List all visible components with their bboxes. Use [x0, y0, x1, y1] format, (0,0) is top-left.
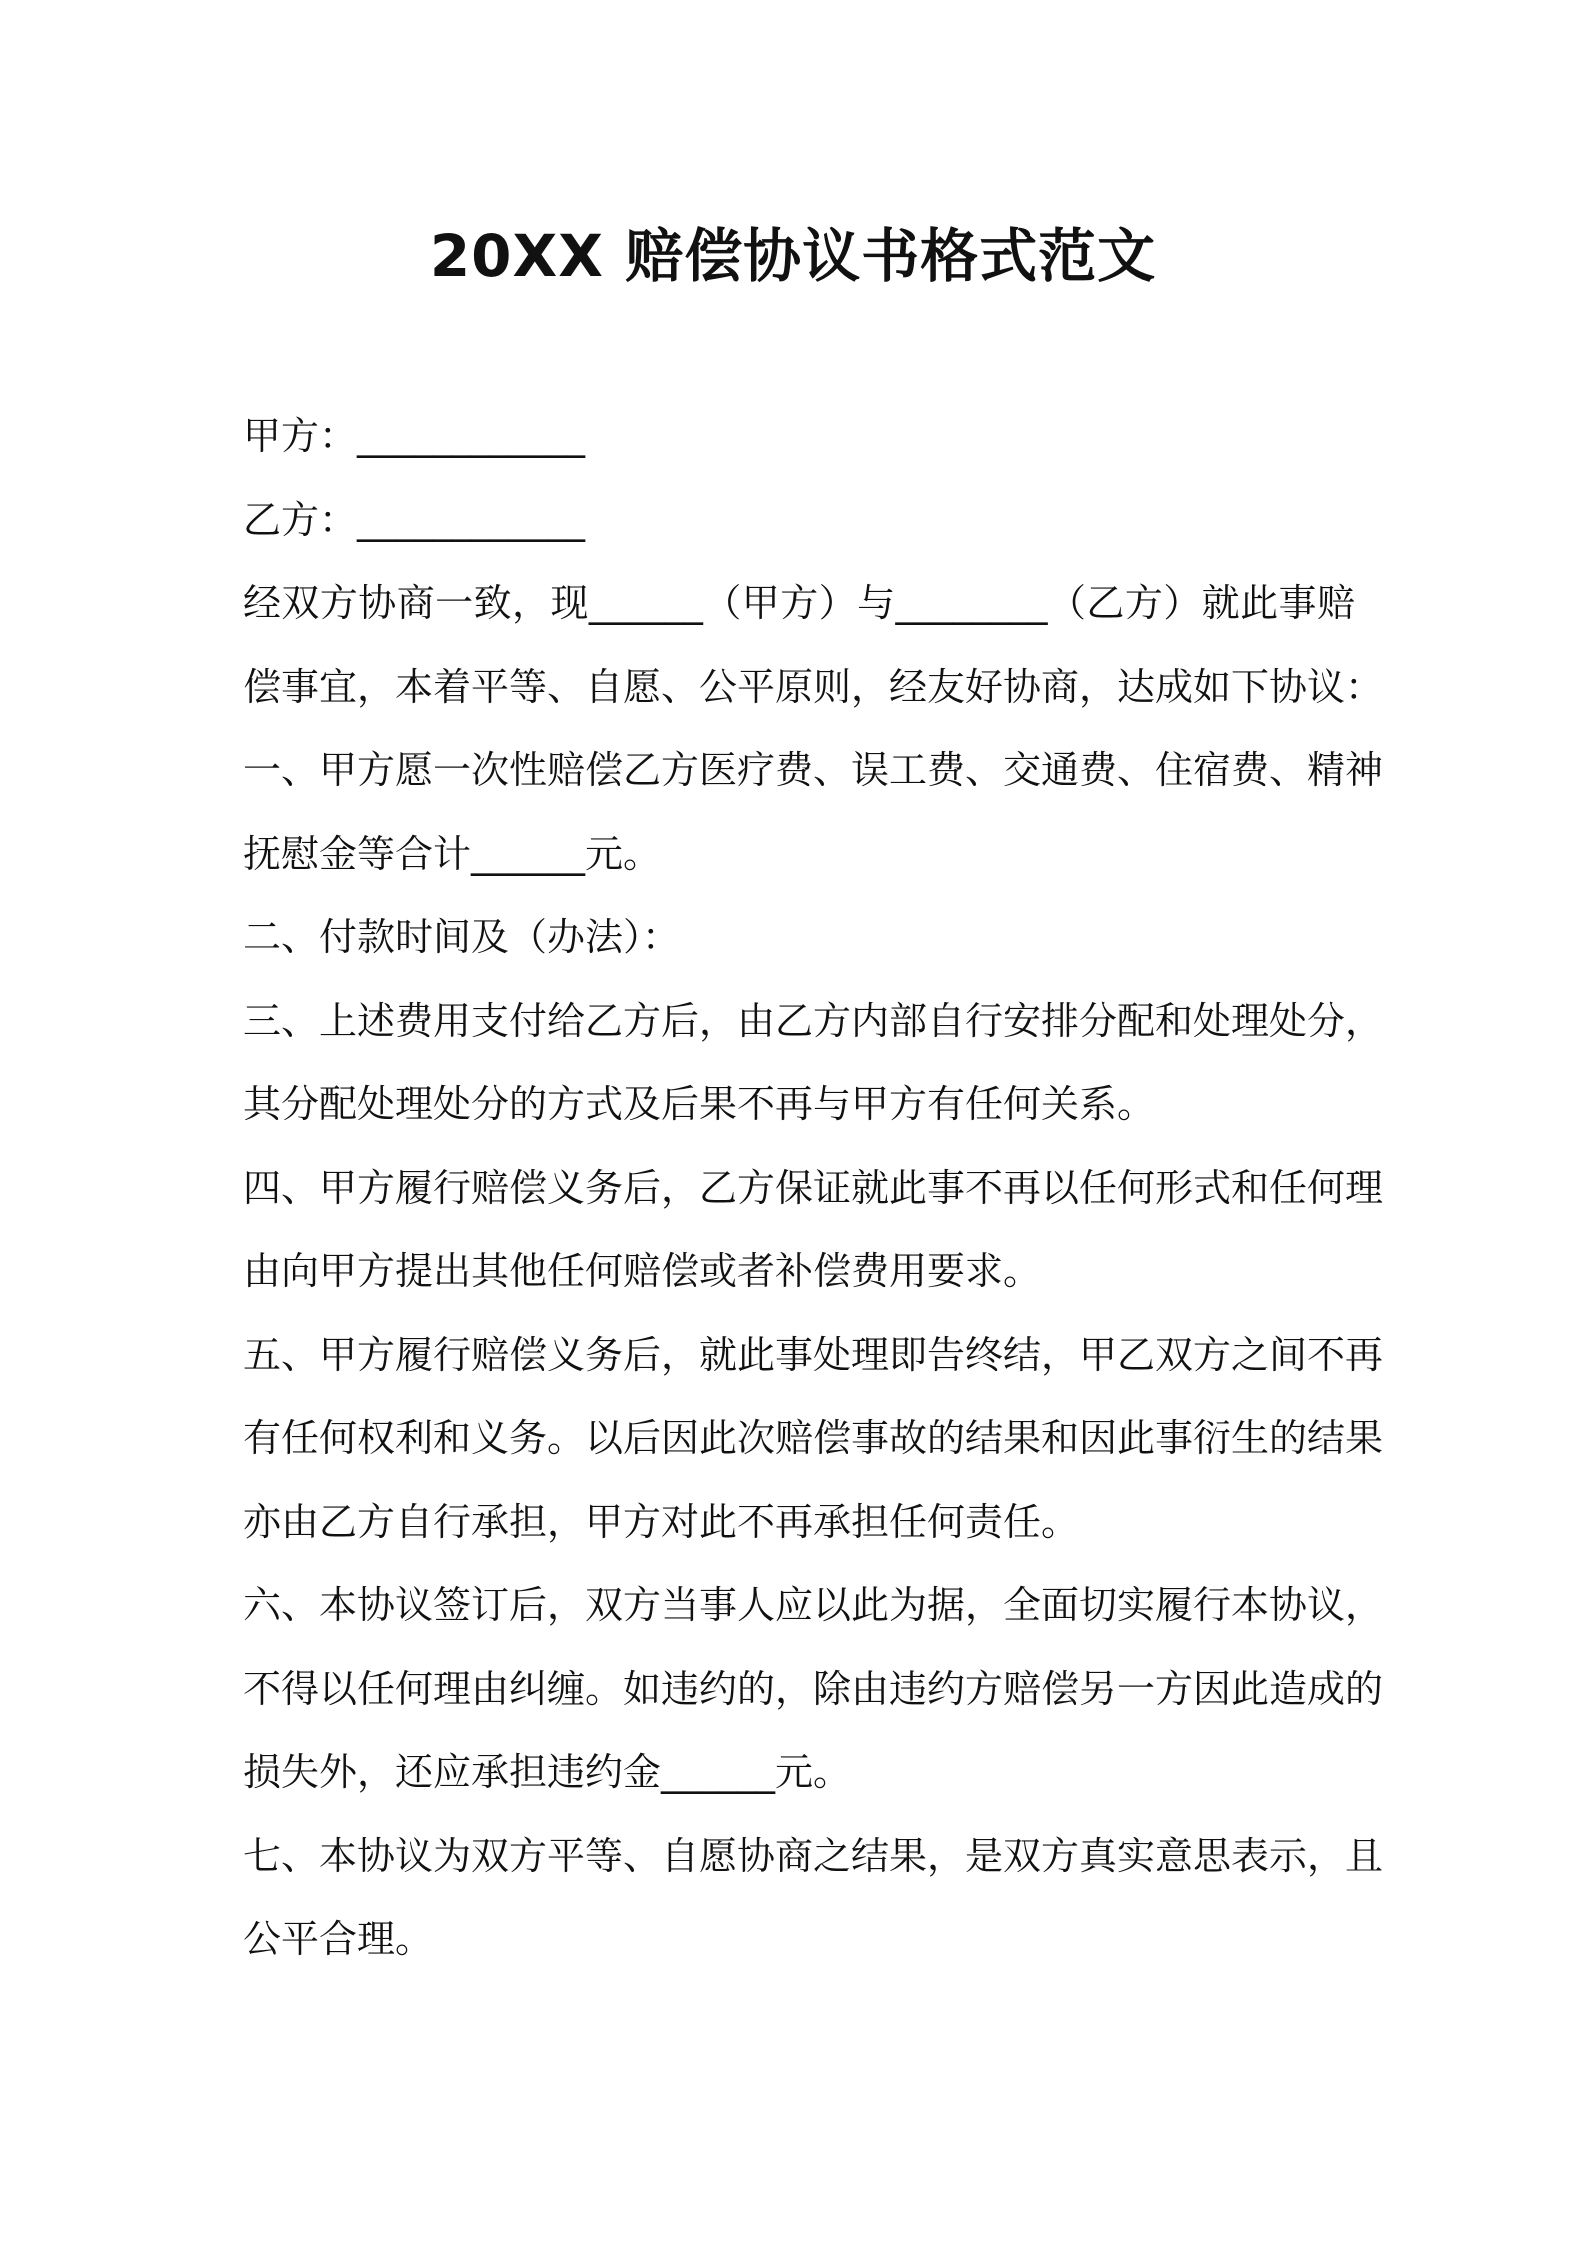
party-b-line: 乙方：____________	[243, 497, 586, 542]
document-title: 20XX 赔偿协议书格式范文	[429, 222, 1157, 290]
paragraph-line: 六、本协议签订后，双方当事人应以此为据，全面切实履行本协议，	[243, 1583, 1384, 1627]
paragraph-line: 损失外，还应承担违约金______元。	[243, 1750, 852, 1794]
paragraph-line: 四、甲方履行赔偿义务后，乙方保证就此事不再以任何形式和任何理	[243, 1165, 1384, 1210]
paragraph-line: 公平合理。	[243, 1917, 434, 1961]
paragraph-line: 五、甲方履行赔偿义务后，就此事处理即告终结，甲乙双方之间不再	[243, 1332, 1384, 1377]
paragraph-line: 亦由乙方自行承担，甲方对此不再承担任何责任。	[243, 1499, 1080, 1544]
paragraph-line: 七、本协议为双方平等、自愿协商之结果，是双方真实意思表示，且	[243, 1833, 1384, 1878]
paragraph-line: 其分配处理处分的方式及后果不再与甲方有任何关系。	[243, 1082, 1156, 1126]
paragraph-line: 三、上述费用支付给乙方后，由乙方内部自行安排分配和处理处分，	[243, 998, 1384, 1043]
paragraph-line: 抚慰金等合计______元。	[243, 831, 662, 876]
party-a-line: 甲方：____________	[243, 414, 586, 458]
paragraph-line: 偿事宜，本着平等、自愿、公平原则，经友好协商，达成如下协议：	[243, 664, 1384, 709]
paragraph-line: 二、付款时间及（办法）：	[243, 915, 681, 959]
document-body	[243, 395, 1384, 1982]
paragraph-line: 由向甲方提出其他任何赔偿或者补偿费用要求。	[243, 1249, 1042, 1293]
paragraph-line: 一、甲方愿一次性赔偿乙方医疗费、误工费、交通费、住宿费、精神	[243, 748, 1384, 792]
paragraph-line: 有任何权利和义务。以后因此次赔偿事故的结果和因此事衍生的结果	[243, 1416, 1384, 1460]
paragraph-line: 经双方协商一致，现______（甲方）与________（乙方）就此事赔	[243, 581, 1355, 625]
paragraph-line: 不得以任何理由纠缠。如违约的，除由违约方赔偿另一方因此造成的	[243, 1666, 1384, 1711]
